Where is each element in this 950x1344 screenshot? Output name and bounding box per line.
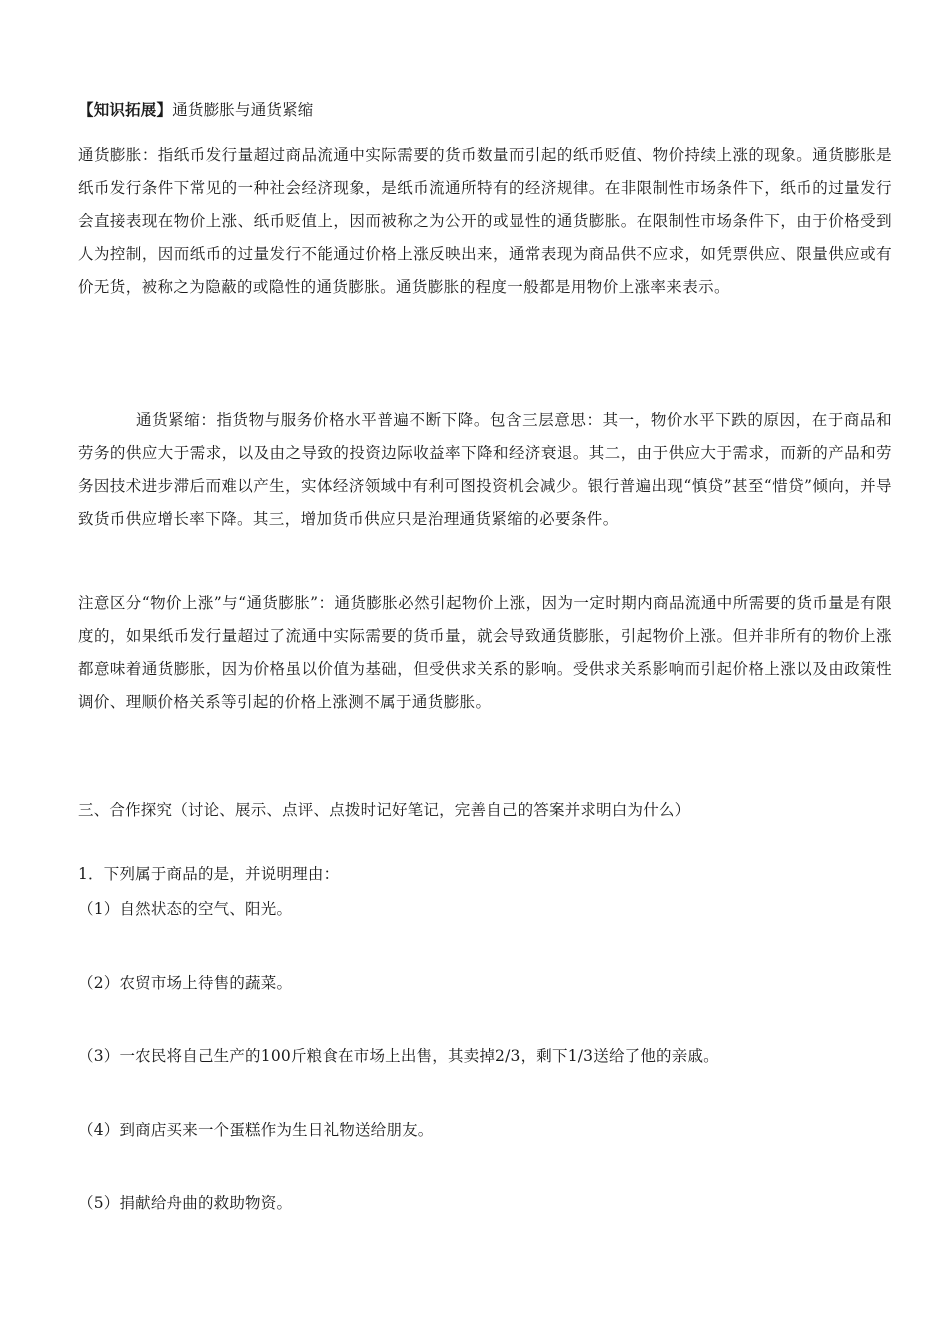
title-text: 通货膨胀与通货紧缩 [172,101,314,119]
question1-item-5: （5）捐献给舟曲的救助物资。 [78,1194,293,1212]
question1-item-4: （4）到商店买来一个蛋糕作为生日礼物送给朋友。 [78,1121,434,1139]
distinction-note-paragraph: 注意区分“物价上涨”与“通货膨胀”：通货膨胀必然引起物价上涨，因为一定时期内商品流通中所需要的货币量是有限度的，如果纸币发行量超过了流通中实际需要的货币量，就会导致通货膨胀，引起物价上涨。但并非所有的物价上涨都意味着通货膨胀，因为价格虽以价值为基础，但受供求关系的影响。受供求关系影响而引起价格上涨以及由政策性调价、理顺价格关系等引起的价格上涨测不属于通货膨胀。 [78,594,892,711]
knowledge-extension-title [78,100,888,120]
question1-item-2: （2）农贸市场上待售的蔬菜。 [78,974,293,992]
title-bracket: 【知识拓展】 [78,100,173,119]
question1-stem: 1．下列属于商品的是，并说明理由： [78,865,340,883]
deflation-paragraph: 通货紧缩：指货物与服务价格水平普遍不断下降。包含三层意思：其一，物价水平下跌的原因，在于商品和劳务的供应大于需求，以及由之导致的投资边际收益率下降和经济衰退。其二，由于供应大于需求，而新的产品和劳务因技术进步滞后而难以产生，实体经济领域中有利可图投资机会减少。银行普遍出现“慎贷”甚至“惜贷”倾向，并导致货币供应增长率下降。其三，增加货币供应只是治理通货紧缩的必要条件。 [78,411,892,528]
question1-item-1: （1）自然状态的空气、阳光。 [78,900,293,918]
section3-title: 三、合作探究（讨论、展示、点评、点拨时记好笔记，完善自己的答案并求明白为什么） [78,801,691,819]
inflation-paragraph: 通货膨胀：指纸币发行量超过商品流通中实际需要的货币数量而引起的纸币贬值、物价持续上涨的现象。通货膨胀是纸币发行条件下常见的一种社会经济现象，是纸币流通所特有的经济规律。在非限制性市场条件下，纸币的过量发行会直接表现在物价上涨、纸币贬值上，因而被称之为公开的或显性的通货膨胀。在限制性市场条件下，由于价格受到人为控制，因而纸币的过量发行不能通过价格上涨反映出来，通常表现为商品供不应求，如凭票供应、限量供应或有价无货，被称之为隐蔽的或隐性的通货膨胀。通货膨胀的程度一般都是用物价上涨率来表示。 [78,146,892,296]
question1-item-3: （3）一农民将自己生产的100斤粮食在市场上出售，其卖掉2/3，剩下1/3送给了他的亲戚。 [78,1047,719,1065]
